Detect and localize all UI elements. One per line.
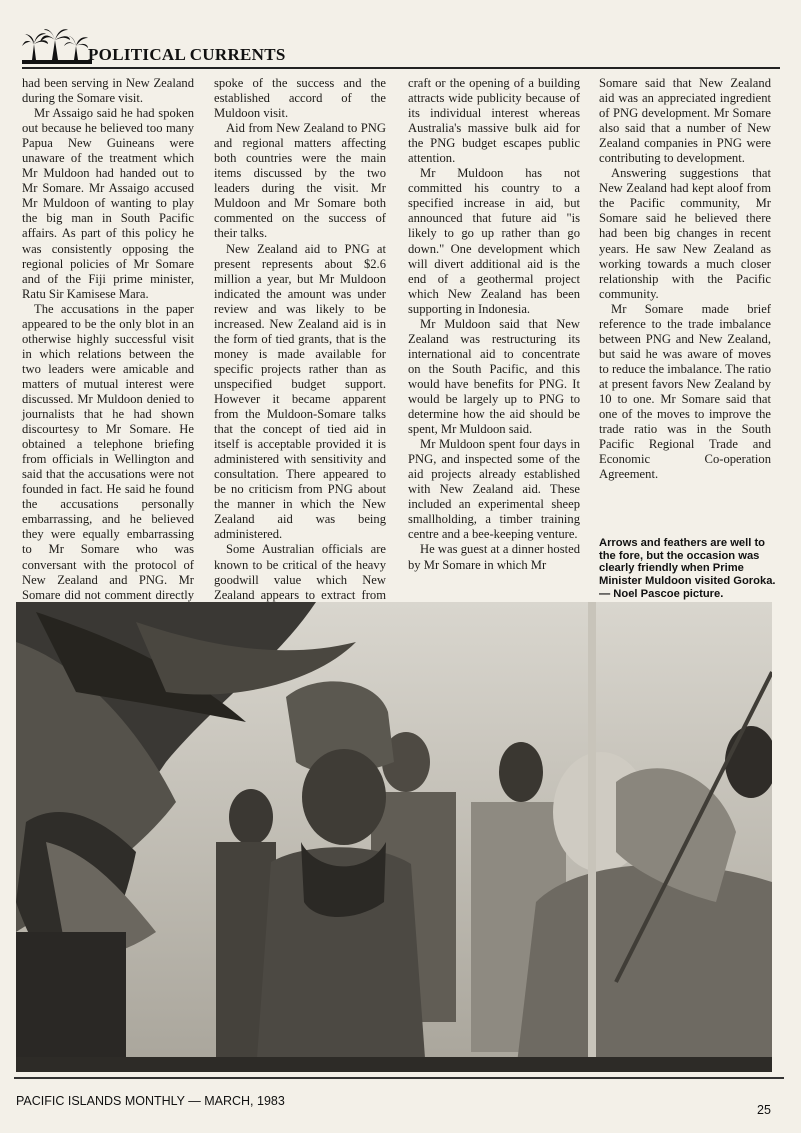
paragraph: He was guest at a dinner hosted by Mr Somare in which Mr (408, 542, 580, 572)
news-photo (16, 602, 772, 1072)
palm-trees-icon (22, 28, 92, 66)
photo-caption: Arrows and feathers are well to the fore, but the occasion was clearly friendly when Prime Minister Muldoon visited Goroka. — Noel Pascoe picture. (599, 537, 776, 600)
paragraph: Answering suggestions that New Zealand had kept aloof from the Pacific community, Mr Somare said he believed there had been big changes in recent years. He saw New Zealand as working towards a much closer relationship with the Pacific community. (599, 166, 771, 301)
paragraph: Somare said that New Zealand aid was an appreciated ingredient of PNG development. Mr Somare also said that a number of New Zealand companies in PNG were contributing to development. (599, 76, 771, 166)
header-divider (22, 67, 780, 69)
paragraph: New Zealand aid to PNG at present represents about $2.6 million a year, but Mr Muldoon indicated the amount was under review and was likely to be increased. New Zealand aid is in the form of tied grants, that is the money is made available for specific projects rather than as unspecified budget support. However it became apparent from the Muldoon-Somare talks that the concept of tied aid in itself is acceptable provided it is administered with sensitivity and consultation. There appeared to be no criticism from PNG about the manner in which the New Zealand aid was being administered. (214, 241, 386, 542)
paragraph: Mr Muldoon spent four days in PNG, and inspected some of the aid projects already established with New Zealand aid. These included an experimental sheep smallholding, a timber training centre and a bee-keeping venture. (408, 437, 580, 542)
footer-divider (14, 1077, 784, 1079)
photo-illustration (16, 602, 772, 1072)
paragraph: Mr Muldoon said that New Zealand was restructuring its international aid to concentrate on the South Pacific, and this would have benefits for PNG. It would be largely up to PNG to determine how the aid should be spent, Mr Muldoon said. (408, 316, 580, 437)
text-column-2 (214, 76, 386, 633)
paragraph: spoke of the success and the established accord of the Muldoon visit. (214, 76, 386, 121)
paragraph: had been serving in New Zealand during the Somare visit. (22, 76, 194, 106)
paragraph: Aid from New Zealand to PNG and regional matters affecting both countries were the main items discussed by the two leaders during the visit. Mr Muldoon and Mr Somare both commented on the success of their talks. (214, 121, 386, 241)
article-body (22, 76, 782, 602)
text-column-4 (599, 76, 771, 482)
text-column-1 (22, 76, 194, 618)
paragraph: The accusations in the paper appeared to be the only blot in an otherwise highly successful visit in which relations between the two leaders were amicable and matters of mutual interest were discussed. Mr Muldoon denied to journalists that he had shown discourtesy to Mr Somare. He obtained a telephone briefing from officials in Wellington and said that the accusations were not founded in fact. He said he found the accusations personally embarrassing, and he believed they were equally embarrassing to Mr Somare who was conversant with the protocol of New Zealand and PNG. Mr Somare did not comment directly (22, 301, 194, 602)
page-number: 25 (757, 1103, 771, 1117)
paragraph: Mr Assaigo said he had spoken out because he believed too many Papua New Guineans were unaware of the treatment which Mr Muldoon had handed out to Mr Somare. Mr Assaigo accused Mr Muldoon of wanting to play the big man in South Pacific affairs. As part of this policy he was consistently opposing the regional policies of Mr Somare and of the Fiji prime minister, Ratu Sir Kamisese Mara. (22, 106, 194, 301)
paragraph: Mr Somare made brief reference to the trade imbalance between PNG and New Zealand, but said he was aware of moves to reduce the imbalance. The ratio at present favors New Zealand by 10 to one. Mr Somare said that one of the moves to improve the trade ratio was in the South Pacific Regional Trade and Economic Co-operation Agreement. (599, 301, 771, 482)
paragraph: craft or the opening of a building attracts wide publicity because of its individual interest whereas Australia's massive bulk aid for the PNG budget escapes public attention. (408, 76, 580, 166)
paragraph: Mr Muldoon has not committed his country to a specified increase in aid, but announced that future aid "is likely to go up rather than go down." One development which will divert additional aid is the end of a geothermal project which New Zealand has been supporting in Indonesia. (408, 166, 580, 316)
page-header (22, 28, 782, 70)
paragraph: Some Australian officials are known to be critical of the heavy goodwill value which New Zealand appears to extract from (214, 542, 386, 602)
publication-footer: PACIFIC ISLANDS MONTHLY — MARCH, 1983 (16, 1094, 285, 1108)
text-column-3 (408, 76, 580, 573)
section-title: POLITICAL CURRENTS (88, 45, 286, 64)
